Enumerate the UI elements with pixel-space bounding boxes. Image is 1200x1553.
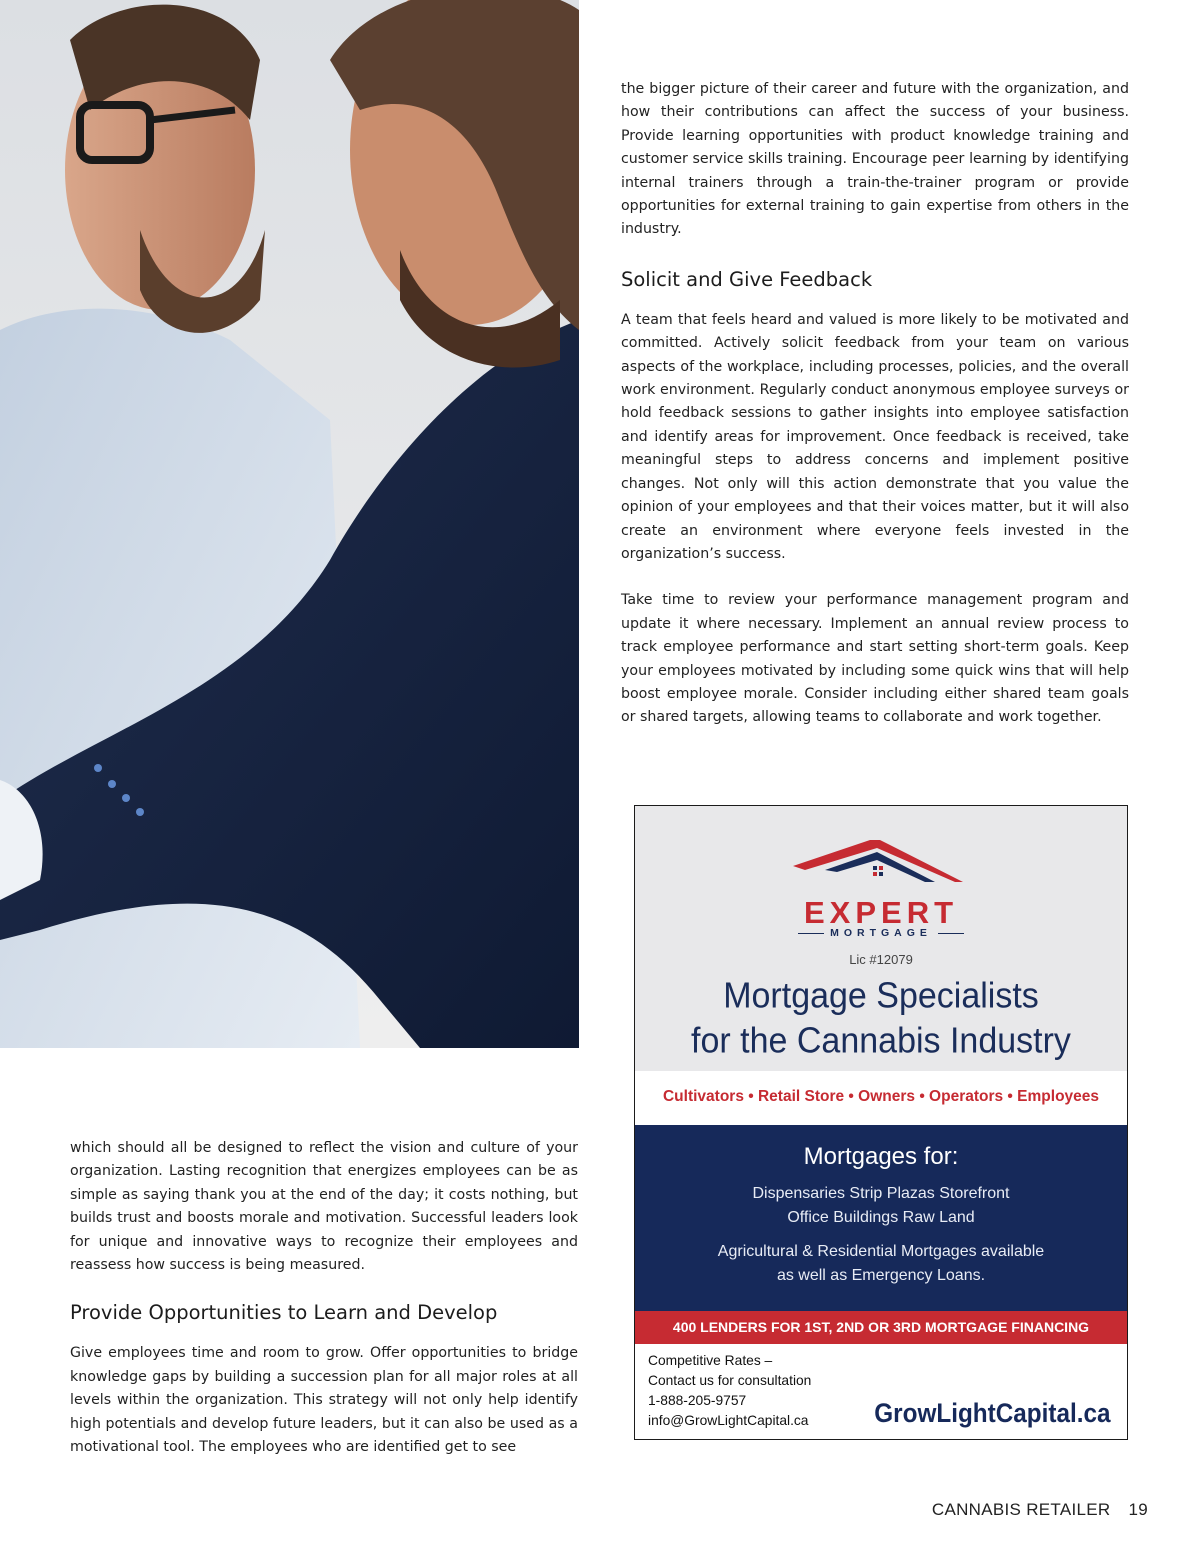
ad-license: Lic #12079 bbox=[849, 952, 913, 967]
feedback-paragraph-1: A team that feels heard and valued is more likely to be motivated and committed. Actively solicit feedback from your team on various aspects of the workplace, including processes, policies, and the overall work environment. Regularly conduct anonymous employee surveys or hold feedback sessions to gather insights into employee satisfaction and identify areas for improvement. Once feedback is received, take meaningful steps to address concerns and implement positive changes. Not only will this action demonstrate that you value the opinion of your employees and that their voices matter, but it will also create an environment where everyone feels invested in the organization’s success. bbox=[621, 311, 1129, 562]
feedback-paragraph-2: Take time to review your performance management program and update it where necessary. Implement an annual review process to track employee performance and start setting short-term goals. Keep your employees motivated by including some quick wins that will help boost employee morale. Consider including either shared team goals or shared targets, allowing teams to collaborate and work together. bbox=[621, 592, 1129, 726]
recognition-paragraph: which should all be designed to reflect the vision and culture of your organization. Lasting recognition that energizes employees can be as simple as saying thank you at the end of the day; it costs nothing, but builds trust and boosts morale and motivation. Successful leaders look for unique and innovative ways to recognize their employees and reassess how success is being measured. bbox=[70, 1140, 578, 1274]
left-column bbox=[70, 1137, 578, 1482]
section-heading-feedback: Solicit and Give Feedback bbox=[621, 267, 873, 291]
publication-name: CANNABIS RETAILER bbox=[931, 1500, 1111, 1519]
ad-line-4: as well as Emergency Loans. bbox=[776, 1267, 986, 1284]
ad-brand-sub bbox=[635, 927, 1127, 939]
learn-paragraph: Give employees time and room to grow. Offer opportunities to bridge knowledge gaps by building a succession plan for all major roles at all levels within the organization. This strategy will not only help identify high potentials and develop future leaders, but it can also be used as a motivational tool. The employees who are identified get to see bbox=[70, 1345, 578, 1456]
ad-mortgages-for: Mortgages for: bbox=[803, 1143, 959, 1170]
ad-banner: 400 LENDERS FOR 1ST, 2ND OR 3RD MORTGAGE FINANCING bbox=[635, 1311, 1127, 1344]
business-people-photo bbox=[0, 0, 579, 1048]
ad-line-3: Agricultural & Residential Mortgages available bbox=[717, 1243, 1045, 1260]
ad-phone[interactable]: 1-888-205-9757 bbox=[648, 1393, 747, 1408]
ad-headline-line-2: for the Cannabis Industry bbox=[691, 1021, 1071, 1061]
mortgage-advertisement bbox=[634, 805, 1128, 1440]
ad-headline-line-1: Mortgage Specialists bbox=[723, 975, 1039, 1016]
ad-contact-2: Contact us for consultation bbox=[648, 1373, 812, 1388]
section-heading-learn: Provide Opportunities to Learn and Develop bbox=[70, 1301, 498, 1325]
ad-brand-sub-text: MORTGAGE bbox=[830, 927, 932, 939]
ad-brand: EXPERT bbox=[803, 895, 959, 930]
page-number: 19 bbox=[1128, 1500, 1148, 1519]
photo-illustration bbox=[0, 0, 579, 1048]
ad-top-panel bbox=[635, 806, 1127, 1071]
ad-contact bbox=[648, 1351, 811, 1431]
ad-email[interactable]: info@GrowLightCapital.ca bbox=[648, 1413, 809, 1428]
ad-line-1: Dispensaries Strip Plazas Storefront bbox=[752, 1185, 1010, 1202]
ad-navy-panel bbox=[635, 1125, 1127, 1311]
intro-paragraph: the bigger picture of their career and future with the organization, and how their contributions can affect the success of your business. Provide learning opportunities with product knowledge training and customer service skills training. Encourage peer learning by identifying internal trainers through a train-the-trainer program or provide opportunities for external training to gain expertise from others in the industry. bbox=[621, 81, 1129, 238]
right-column bbox=[621, 78, 1129, 753]
ad-headline bbox=[635, 974, 1127, 1064]
ad-categories: Cultivators • Retail Store • Owners • Operators • Employees bbox=[662, 1088, 1100, 1105]
roof-logo-icon bbox=[785, 836, 975, 888]
page-footer bbox=[932, 1500, 1148, 1520]
ad-website-link[interactable]: GrowLightCapital.ca bbox=[874, 1398, 1111, 1428]
ad-contact-1: Competitive Rates – bbox=[648, 1353, 773, 1368]
ad-line-2: Office Buildings Raw Land bbox=[787, 1209, 975, 1226]
